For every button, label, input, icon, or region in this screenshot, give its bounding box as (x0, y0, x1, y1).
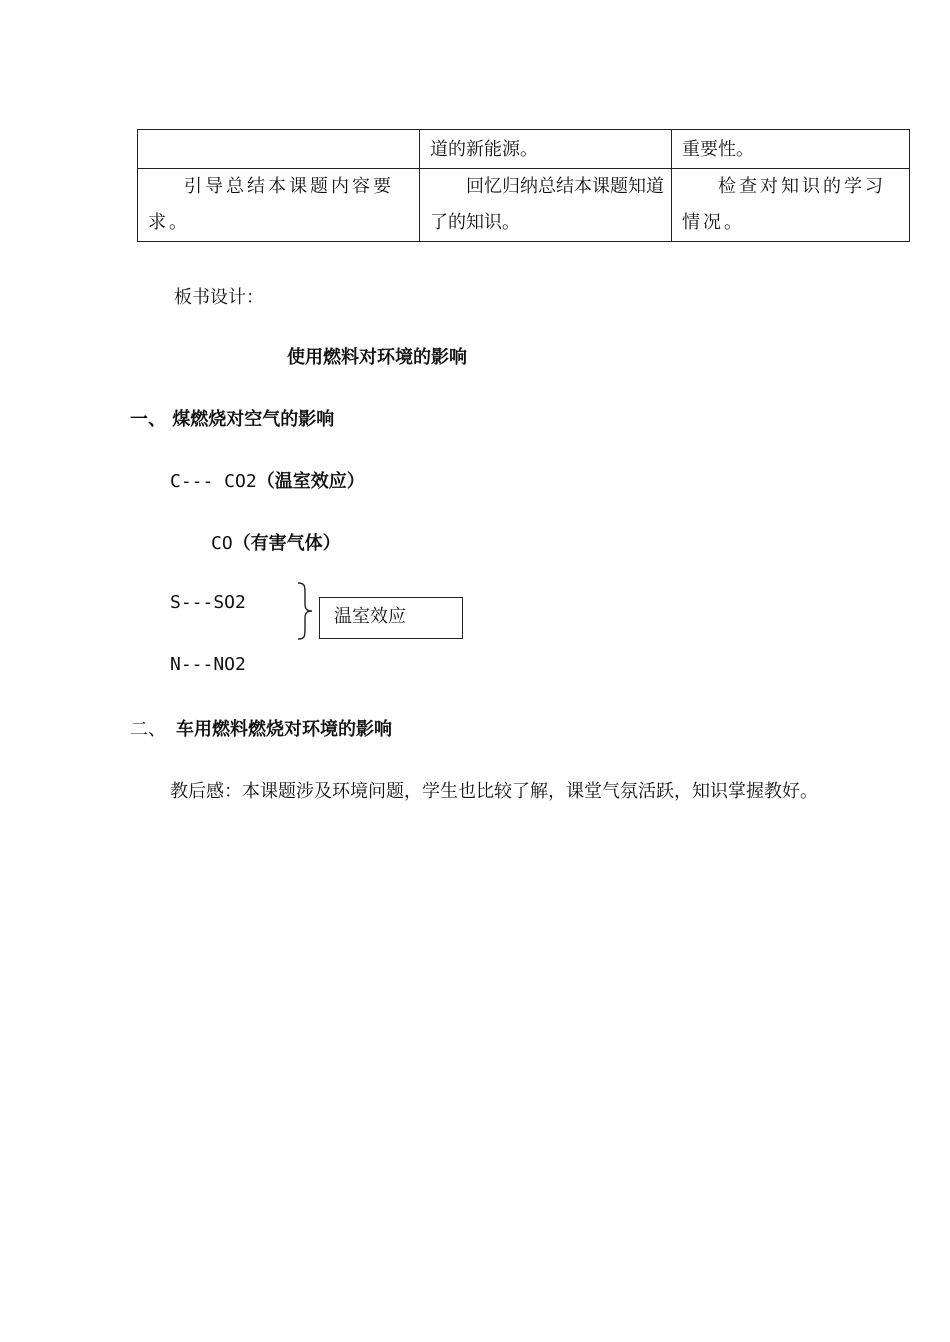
section2-title: 车用燃料燃烧对环境的影响 (176, 719, 392, 740)
section2-number: 二、 (130, 719, 166, 740)
formula-s-so2: S---SO2 (170, 592, 246, 613)
table-cell: 重要性。 (672, 130, 910, 169)
section1-heading: 一、 煤燃烧对空气的影响 (130, 409, 335, 430)
table-cell: 回忆归纳总结本课题知道了的知识。 (420, 169, 672, 242)
table-cell: 道的新能源。 (420, 130, 672, 169)
formula-text: C--- CO2 (170, 471, 257, 492)
formula-note: （有害气体） (232, 533, 341, 554)
table-row (138, 169, 910, 242)
right-brace-icon (296, 582, 314, 640)
boxed-label: 温室效应 (319, 597, 463, 639)
table-cell: 引导总结本课题内容要求。 (138, 169, 420, 242)
formula-c-co2 (170, 467, 365, 493)
table-cell: 检查对知识的学习情况。 (672, 169, 910, 242)
table-cell (138, 130, 420, 169)
board-title: 使用燃料对环境的影响 (287, 347, 467, 368)
formula-text: CO (211, 533, 233, 554)
formula-n-no2: N---NO2 (170, 654, 246, 675)
board-design-heading: 板书设计： (174, 287, 264, 308)
reflection-text: 教后感：本课题涉及环境问题，学生也比较了解，课堂气氛活跃，知识掌握教好。 (170, 781, 818, 802)
formula-note: （温室效应） (256, 471, 365, 492)
section2-heading (130, 715, 392, 741)
formula-co (211, 529, 341, 555)
lesson-table (137, 129, 910, 242)
table-row (138, 130, 910, 169)
